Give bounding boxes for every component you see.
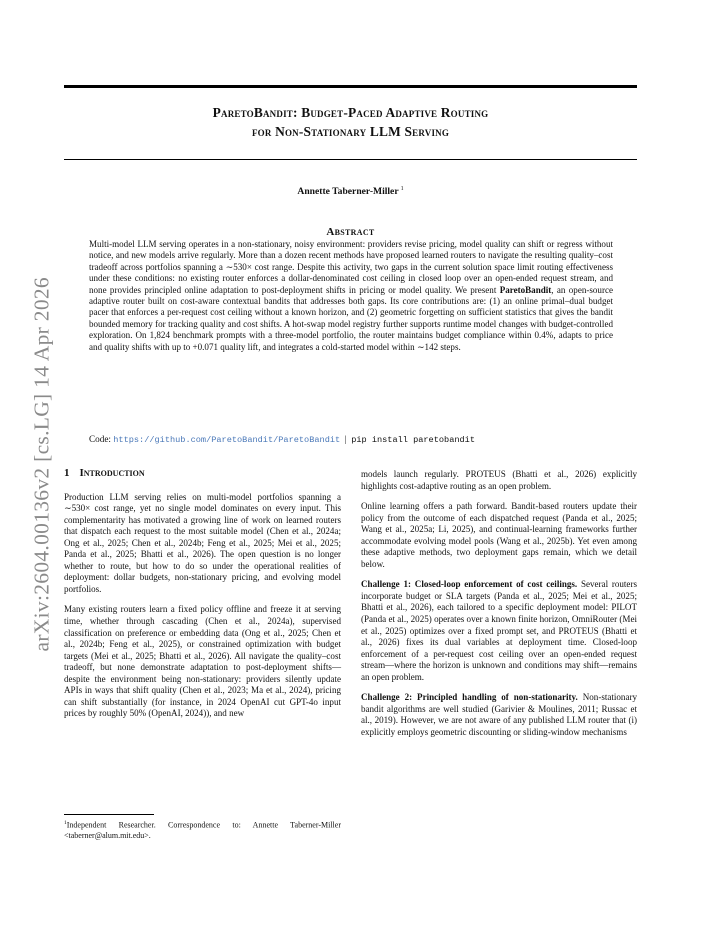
abstract-body: [89, 239, 613, 353]
title-line-2: for Non-Stationary LLM Serving: [251, 124, 450, 139]
code-separator: |: [344, 434, 347, 444]
abstract-heading: Abstract: [326, 226, 375, 238]
left-column: [64, 468, 341, 729]
footnote-marker: 1: [64, 820, 67, 826]
intro-paragraph-2: Many existing routers learn a fixed policy offline and freeze it at serving time, whether through cascading (Chen et al., 2024a), supervised classification on preference or embedding data (Ong et al., 2025; Chen et al., 2024b; Feng et al., 2025), or constrained optimization with budget targets (Mei et al., 2025; Bhatti et al., 2026). All navigate the quality–cost tradeoff, but none demonstrate adaptation to post-deployment shifts—despite the environment being non-stationary: providers silently update APIs in ways that shift quality (Chen et al., 2023; Ma et al., 2024), pricing can shift substantially (for instance, in 2024 OpenAI cut GPT-4o input prices by roughly 50% (OpenAI, 2024)), and new: [64, 604, 341, 719]
right-column: [361, 469, 637, 747]
challenge-2-body: Non-stationary bandit algorithms are well studied (Garivier & Moulines, 2011; Russac et al., 2019). However, we are not aware of any published LLM router that (i) explicitly employs geometric discounting or sliding-window mechanisms: [361, 692, 638, 737]
footnote-text: Independent Researcher. Correspondence to: Annette Taberner-Miller <taberner@alum.mit.edu>.: [64, 820, 341, 840]
section-number: 1: [64, 467, 70, 479]
intro-paragraph-3: models launch regularly. PROTEUS (Bhatti et al., 2026) explicitly highlights cost-adaptive routing as an open problem.: [361, 469, 637, 491]
arxiv-identifier-stamp: arXiv:2604.00136v2 [cs.LG] 14 Apr 2026: [29, 277, 54, 652]
system-name: ParetoBandit: [499, 284, 552, 295]
github-link[interactable]: https://github.com/ParetoBandit/ParetoBandit: [113, 435, 341, 445]
challenge-1-body: Several routers incorporate budget or SLA targets (Panda et al., 2025; Mei et al., 2025; Bhatti et al., 2026), each tailored to a specific deployment model: PILOT (Panda et al., 2025) operates over a known finite horizon, OmniRouter (Mei et al., 2025) optimizes over a fixed prompt set, and PROTEUS (Bhatti et al., 2026) fixes its dual variables at deployment time. Closed-loop enforcement of a per-request cost ceiling over an open-ended request stream—where the horizon is unknown and conditions may shift—remains an open problem.: [361, 579, 637, 682]
footnote: [64, 818, 341, 841]
title-line-1: ParetoBandit: Budget-Paced Adaptive Routing: [212, 105, 489, 120]
challenge-1-label: Challenge 1: Closed-loop enforcement of cost ceilings.: [361, 579, 578, 590]
intro-paragraph-1: Production LLM serving relies on multi-model portfolios spanning a ∼530× cost range, yet no single model dominates on every input. This complementarity has motivated a growing line of work on learned routers that dispatch each request to the most suitable model (Chen et al., 2024a; Ong et al., 2025; Chen et al., 2024b; Feng et al., 2025; Mei et al., 2025; Panda et al., 2025; Bhatti et al., 2026). The open question is no longer whether to route, but how to do so under the operational realities of deployment: dollar budgets, non-stationary pricing, and evolving model portfolios.: [64, 491, 341, 594]
title-bottom-rule: [64, 159, 637, 160]
paper-title: [64, 103, 637, 141]
abstract-text-part-2: , an open-source adaptive router built on cost-aware contextual bandits that addresses both gaps. Its core contributions are: (1) an online primal–dual budget pacer that enforces a per-request cost ceiling without a known horizon, and (2) geometric forgetting on sufficient statistics that gives the bandit bounded memory for tracking quality and cost shifts. A hot-swap model registry further supports runtime model changes with budget-controlled exploration. On 1,824 benchmark prompts with a three-model portfolio, the router maintains budget compliance within 0.4%, adapts to price and quality shifts with up to +0.071 quality lift, and integrates a cold-started model within ∼142 steps.: [89, 284, 613, 352]
challenge-1-paragraph: [361, 579, 637, 683]
pip-install-command: pip install paretobandit: [351, 435, 475, 445]
abstract-text-part-1: Multi-model LLM serving operates in a non-stationary, noisy environment: providers revise pricing, model quality can shift or regress without notice, and new models arrive regularly. More than a dozen recent methods have proposed learned routers to navigate the resulting quality–cost tradeoff across portfolios spanning a ∼530× cost range. Despite this activity, two gaps in the current solution space limit routing effectiveness under these conditions: no existing router enforces a dollar-denominated cost ceiling in closed loop over an open-ended request stream, and none provides principled online adaptation to post-deployment shifts in pricing or model quality. We present: [89, 239, 613, 295]
author-name: Annette Taberner-Miller: [297, 186, 399, 198]
intro-paragraph-4: Online learning offers a path forward. Bandit-based routers update their policy from the outcome of each dispatched request (Panda et al., 2025; Wang et al., 2025a; Li, 2025), and continual-learning frameworks further accommodate evolving model pools (Wang et al., 2025b). Yet even among these adaptive methods, two deployment gaps remain, which we detail below.: [361, 501, 637, 569]
section-heading-introduction: [64, 468, 341, 480]
author-line: [64, 186, 637, 197]
challenge-2-paragraph: [361, 692, 637, 738]
challenge-2-label: Challenge 2: Principled handling of non-stationarity.: [361, 692, 578, 703]
code-availability-line: [89, 434, 629, 445]
section-title: Introduction: [79, 467, 145, 479]
author-affiliation-marker: 1: [400, 186, 404, 192]
code-label: Code:: [89, 434, 111, 444]
footnote-rule: [64, 814, 154, 815]
title-top-rule: [64, 85, 637, 88]
